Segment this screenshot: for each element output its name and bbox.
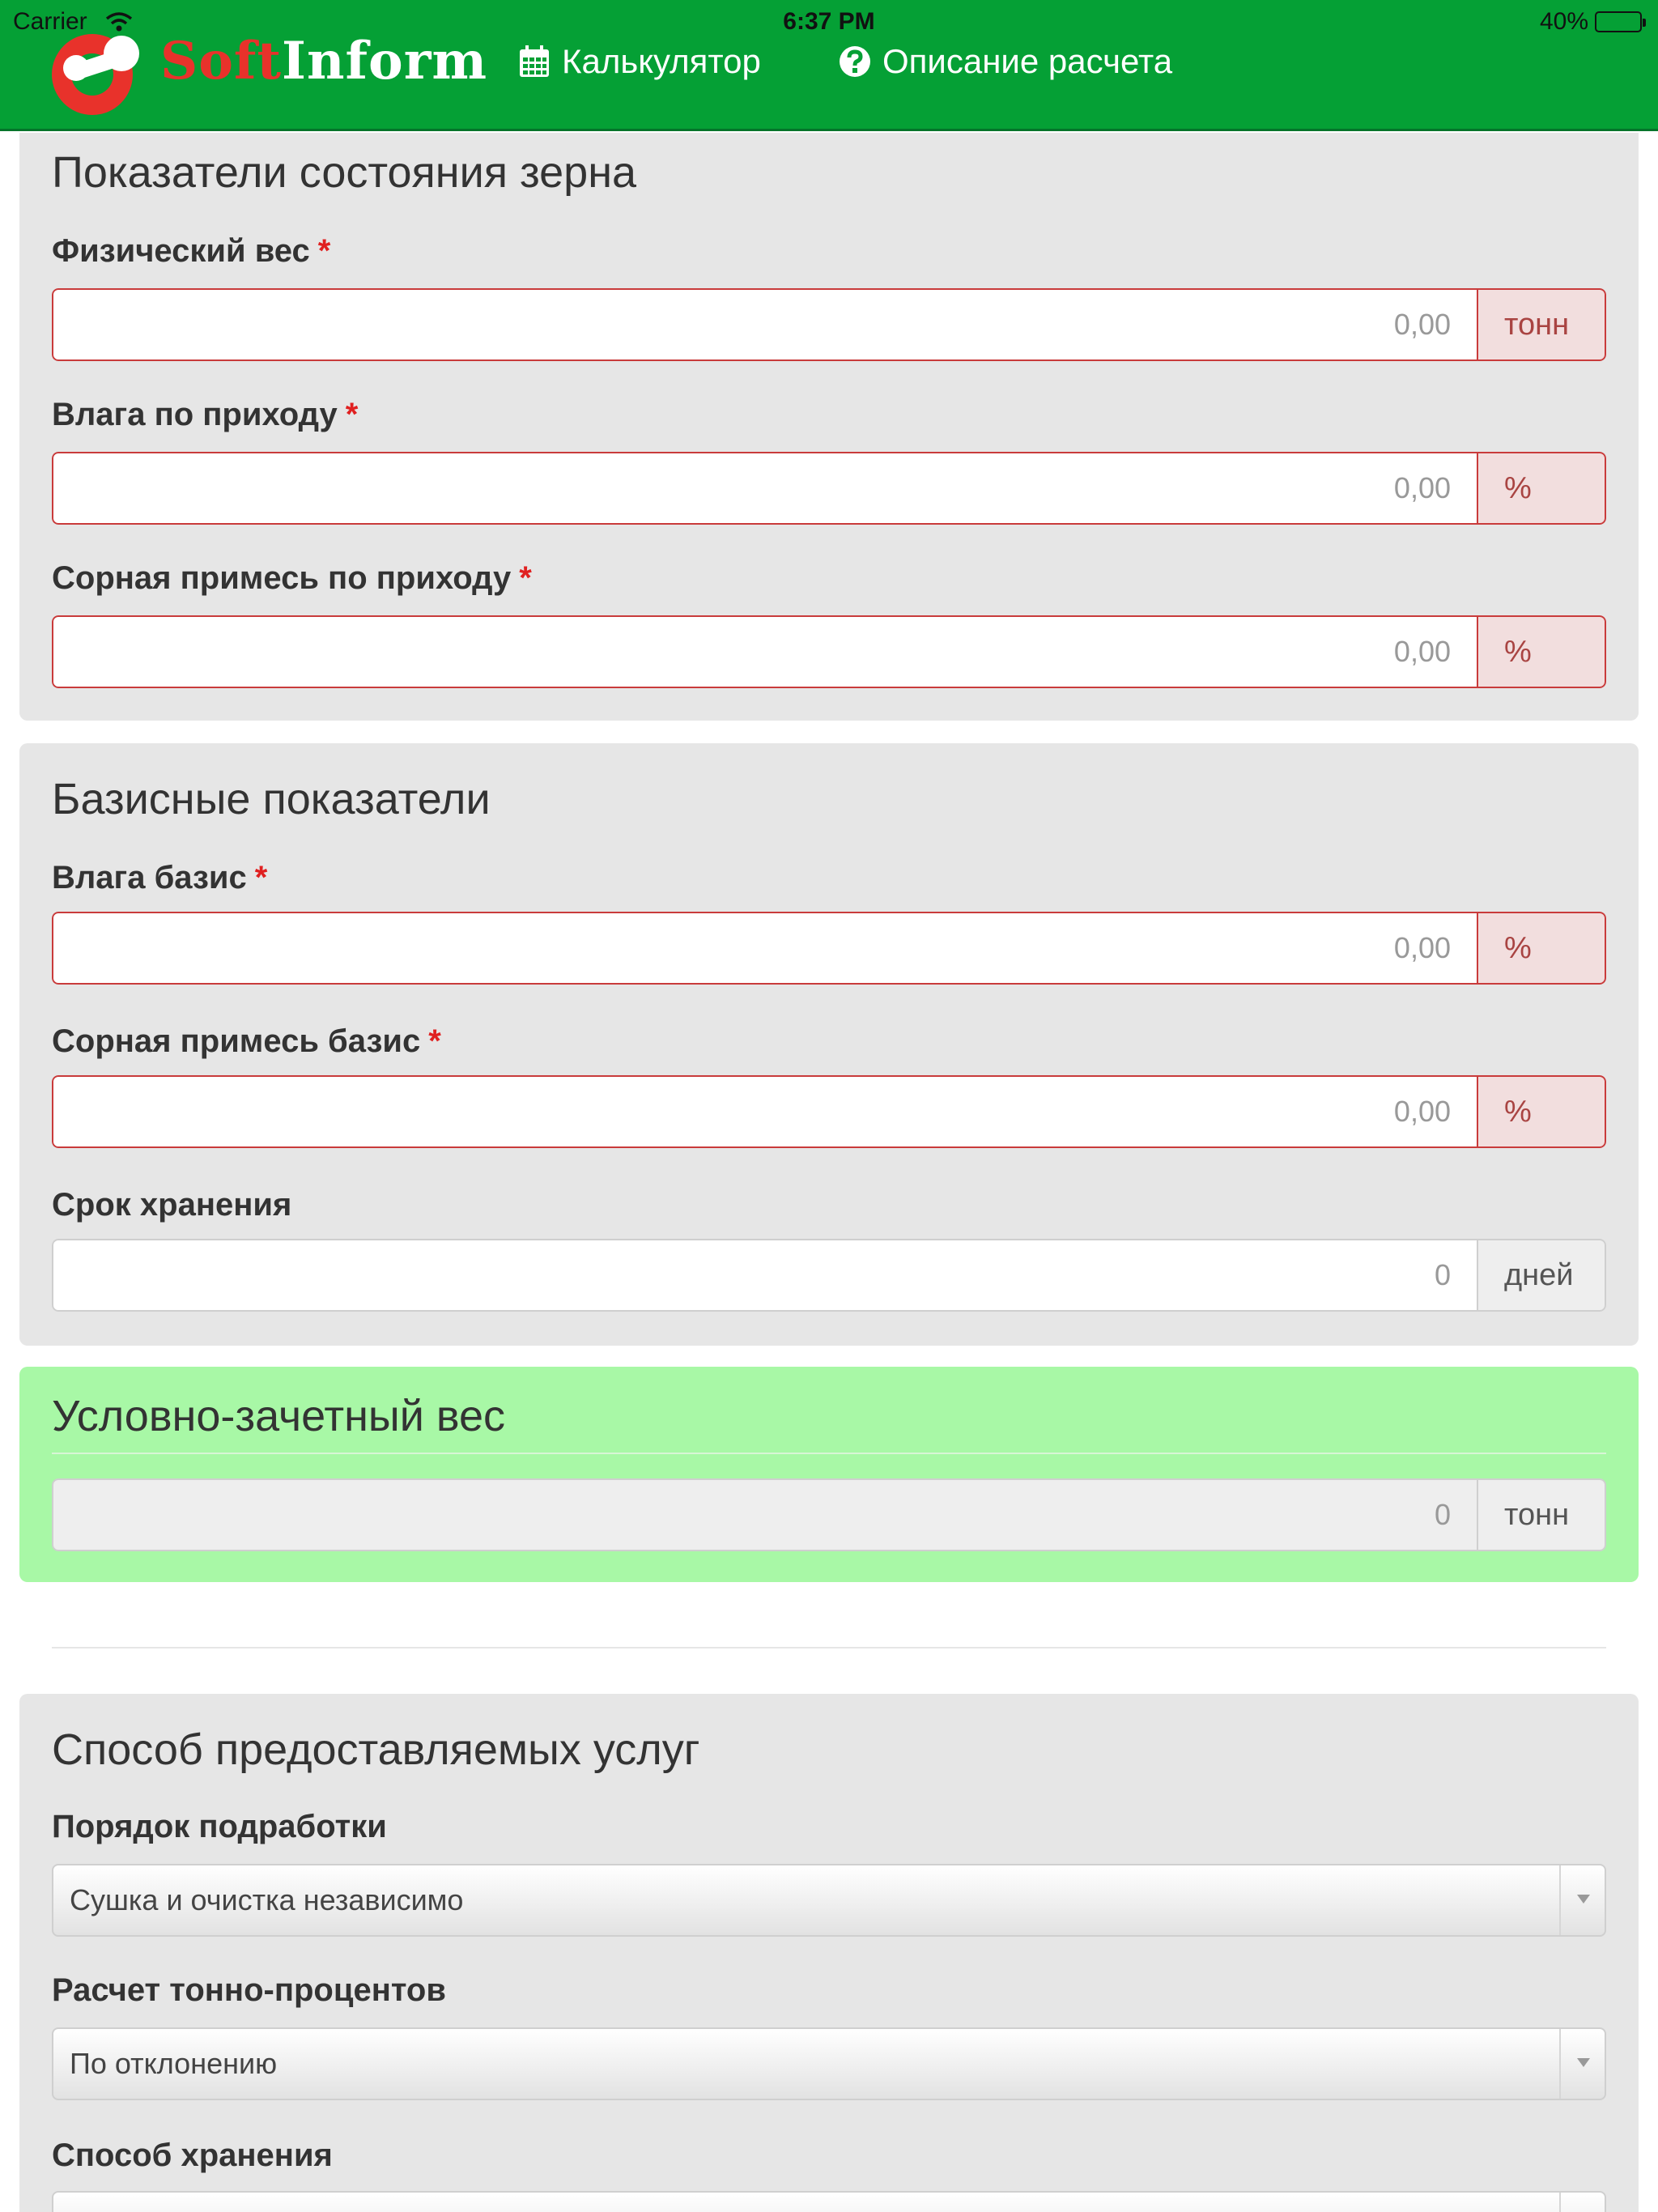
processing-order-select[interactable] xyxy=(52,1864,1606,1937)
required-asterisk: * xyxy=(519,560,532,596)
battery-status xyxy=(1540,8,1642,36)
field-label: Расчет тонно-процентов xyxy=(52,1972,446,2008)
field-label xyxy=(52,860,267,896)
logo-text xyxy=(160,31,487,91)
section-divider xyxy=(52,1647,1606,1648)
field-label xyxy=(52,233,330,270)
basis-indicators-panel xyxy=(19,743,1639,1346)
field-label: Способ хранения xyxy=(52,2138,333,2173)
chevron-down-icon[interactable] xyxy=(1559,2193,1605,2212)
unit-addon: тонн xyxy=(1477,288,1606,361)
services-panel xyxy=(19,1694,1639,2212)
basis-impurity-input[interactable]: 0,00 xyxy=(52,1075,1477,1148)
field-label xyxy=(52,1187,291,1223)
question-circle-icon xyxy=(839,45,871,78)
chevron-down-icon[interactable] xyxy=(1559,1865,1605,1935)
panel-title: Условно-зачетный вес xyxy=(52,1392,505,1440)
field-label xyxy=(52,397,358,433)
field-label xyxy=(52,560,532,597)
battery-icon xyxy=(1595,11,1642,32)
storage-method-select[interactable] xyxy=(52,2191,1606,2212)
field-label-text: Влага по приходу xyxy=(52,397,338,432)
clock: 6:37 PM xyxy=(783,8,875,35)
logo-text-inform: Inform xyxy=(282,31,488,91)
chevron-down-icon[interactable] xyxy=(1559,2029,1605,2099)
field-label-text: Влага базис xyxy=(52,860,247,895)
logo-mark-icon xyxy=(50,28,146,118)
physical-weight-input[interactable]: 0,00 xyxy=(52,288,1477,361)
basis-moisture-input-group xyxy=(52,912,1606,985)
battery-percent: 40% xyxy=(1539,8,1588,35)
conditional-weight-panel xyxy=(19,1367,1639,1582)
physical-weight-input-group xyxy=(52,288,1606,361)
incoming-moisture-input[interactable]: 0,00 xyxy=(52,452,1477,525)
field-label-text: Сорная примесь по приходу xyxy=(52,560,512,596)
field-label-text: Срок хранения xyxy=(52,1187,292,1223)
panel-title: Способ предоставляемых услуг xyxy=(52,1725,700,1774)
field-label: Порядок подработки xyxy=(52,1809,387,1844)
unit-addon: % xyxy=(1477,1075,1606,1148)
unit-addon: % xyxy=(1477,615,1606,688)
field-label-text: Сорная примесь базис xyxy=(52,1023,421,1059)
nav-calculator[interactable] xyxy=(518,42,761,81)
storage-period-input[interactable]: 0 xyxy=(52,1239,1477,1312)
basis-impurity-input-group xyxy=(52,1075,1606,1148)
calendar-icon xyxy=(518,45,551,79)
select-value: По отклонению xyxy=(70,2047,278,2080)
incoming-impurity-input-group xyxy=(52,615,1606,688)
conditional-weight-output-group xyxy=(52,1478,1606,1551)
field-label-text: Физический вес xyxy=(52,233,310,269)
select-value: Сушка и очистка независимо xyxy=(70,1883,464,1916)
logo-text-soft: Soft xyxy=(160,31,282,91)
required-asterisk: * xyxy=(254,860,268,895)
basis-moisture-input[interactable]: 0,00 xyxy=(52,912,1477,985)
required-asterisk: * xyxy=(345,397,359,432)
title-divider xyxy=(52,1453,1606,1454)
storage-period-input-group xyxy=(52,1239,1606,1312)
panel-title: Показатели состояния зерна xyxy=(52,148,637,197)
grain-condition-panel xyxy=(19,133,1639,721)
unit-addon: % xyxy=(1477,912,1606,985)
panel-title: Базисные показатели xyxy=(52,775,491,823)
unit-addon: тонн xyxy=(1477,1478,1606,1551)
carrier-label: Carrier xyxy=(13,8,87,35)
ton-percent-calc-select[interactable] xyxy=(52,2027,1606,2100)
app-header xyxy=(0,0,1658,131)
conditional-weight-output: 0 xyxy=(52,1478,1477,1551)
incoming-impurity-input[interactable]: 0,00 xyxy=(52,615,1477,688)
softinform-logo[interactable] xyxy=(50,19,488,108)
nav-calculator-label: Калькулятор xyxy=(562,42,761,80)
nav-description-label: Описание расчета xyxy=(882,42,1173,80)
required-asterisk: * xyxy=(317,233,331,269)
field-label xyxy=(52,1023,441,1060)
required-asterisk: * xyxy=(428,1023,441,1059)
unit-addon: % xyxy=(1477,452,1606,525)
incoming-moisture-input-group xyxy=(52,452,1606,525)
unit-addon: дней xyxy=(1477,1239,1606,1312)
nav-description[interactable] xyxy=(839,42,1172,81)
